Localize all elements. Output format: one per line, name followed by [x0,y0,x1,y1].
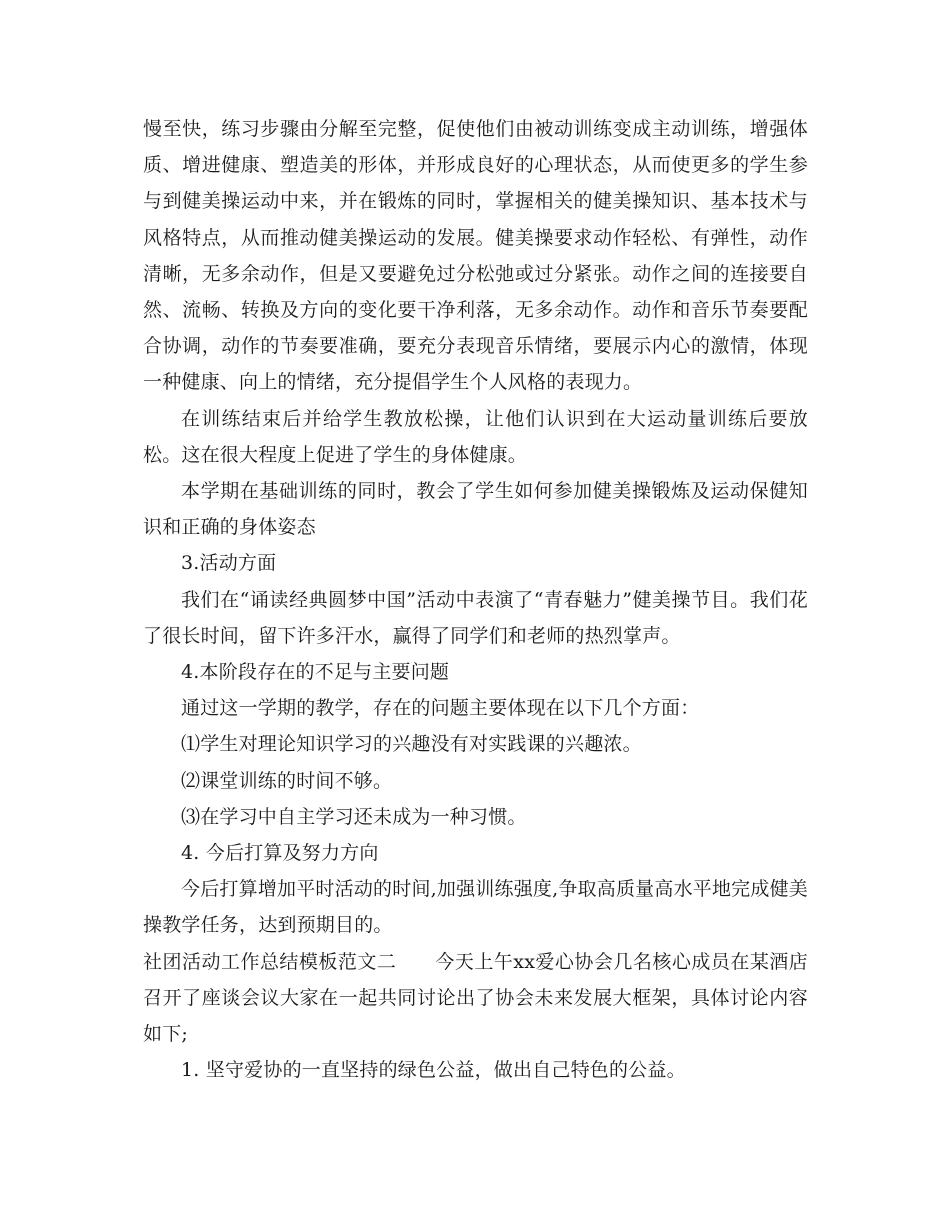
paragraph-template-two: 社团活动工作总结模板范文二 今天上午xx爱心协会几名核心成员在某酒店召开了座谈会议大家在一起共同讨论出了协会未来发展大框架，具体讨论内容如下; [143,950,808,1046]
section-heading-future-plans: 4. 今后打算及努力方向 [181,842,379,865]
paragraph-relaxation: 在训练结束后并给学生教放松操，让他们认识到在大运动量训练后要放松。这在很大程度上促进了学生的身体健康。 [143,407,808,466]
paragraph-future-plans: 今后打算增加平时活动的时间,加强训练强度,争取高质量高水平地完成健美操教学任务，达到预期目的。 [143,878,808,937]
list-item-problem-1: ⑴学生对理论知识学习的兴趣没有对实践课的兴趣浓。 [181,733,642,756]
list-item-problem-2: ⑵课堂训练的时间不够。 [181,769,393,792]
document-body [143,111,808,1088]
paragraph-problems-intro: 通过这一学期的教学，存在的问题主要体现在以下几个方面： [181,697,700,720]
paragraph-basic-training: 本学期在基础训练的同时，教会了学生如何参加健美操锻炼及运动保健知识和正确的身体姿态 [143,480,808,539]
list-item-association-1: 1. 坚守爱协的一直坚持的绿色公益，做出自己特色的公益。 [181,1059,686,1082]
section-heading-activities: 3.活动方面 [181,552,277,575]
paragraph-performance: 我们在“诵读经典圆梦中国”活动中表演了“青春魅力”健美操节目。我们花了很长时间，留下许多汗水，赢得了同学们和老师的热烈掌声。 [143,588,808,647]
section-heading-problems: 4.本阶段存在的不足与主要问题 [181,661,450,684]
list-item-problem-3: ⑶在学习中自主学习还未成为一种习惯。 [181,805,527,828]
paragraph-continuation: 慢至快，练习步骤由分解至完整，促使他们由被动训练变成主动训练，增强体质、增进健康、塑造美的形体，并形成良好的心理状态，从而使更多的学生参与到健美操运动中来，并在锻炼的同时，掌握相关的健美操知识、基本技术与风格特点，从而推动健美操运动的发展。健美操要求动作轻松、有弹性，动作清晰，无多余动作，但是又要避免过分松弛或过分紧张。动作之间的连接要自然、流畅、转换及方向的变化要干净利落，无多余动作。动作和音乐节奏要配合协调，动作的节奏要准确，要充分表现音乐情绪，要展示内心的激情，体现一种健康、向上的情绪，充分提倡学生个人风格的表现力。 [143,118,808,394]
